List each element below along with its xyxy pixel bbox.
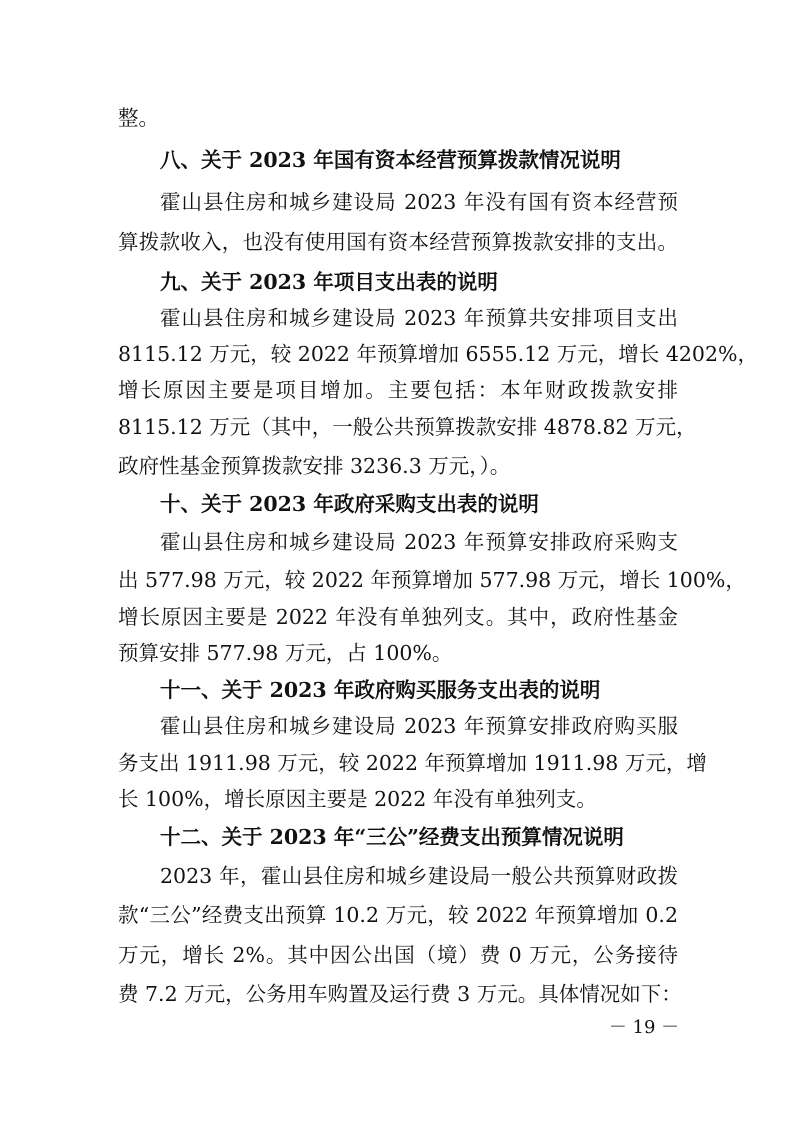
paragraph-line: 款“三公”经费支出预算 10.2 万元，较 2022 年预算增加 0.2 <box>118 903 678 927</box>
paragraph-line: 霍山县住房和城乡建设局 2023 年预算安排政府采购支 <box>160 530 678 554</box>
paragraph-line: 万元，增长 2%。其中因公出国（境）费 0 万元，公务接待 <box>118 943 678 967</box>
paragraph-line: 长 100%，增长原因主要是 2022 年没有单独列支。 <box>118 787 597 811</box>
paragraph-line: 政府性基金预算拨款安排 3236.3 万元，）。 <box>118 454 511 478</box>
page-number: － 19 － <box>608 1017 680 1038</box>
paragraph-line: 增长原因主要是 2022 年没有单独列支。其中，政府性基金 <box>118 605 678 629</box>
paragraph-line: 霍山县住房和城乡建设局 2023 年预算共安排项目支出 <box>160 306 678 330</box>
paragraph-line: 出 577.98 万元，较 2022 年预算增加 577.98 万元，增长 100%， <box>118 568 746 592</box>
section-heading-10: 十、关于 2023 年政府采购支出表的说明 <box>160 492 539 516</box>
paragraph-line: 2023 年，霍山县住房和城乡建设局一般公共预算财政拨 <box>160 864 678 888</box>
section-heading-11: 十一、关于 2023 年政府购买服务支出表的说明 <box>160 678 601 702</box>
section-heading-12: 十二、关于 2023 年“三公”经费支出预算情况说明 <box>160 825 624 849</box>
paragraph-line: 增长原因主要是项目增加。主要包括：本年财政拨款安排 <box>118 378 678 402</box>
paragraph-line: 8115.12 万元（其中，一般公共预算拨款安排 4878.82 万元， <box>118 415 697 439</box>
paragraph-line-end: 整。 <box>118 106 159 130</box>
paragraph-line: 预算安排 577.98 万元，占 100%。 <box>118 641 453 665</box>
section-heading-9: 九、关于 2023 年项目支出表的说明 <box>160 270 498 294</box>
paragraph-line: 费 7.2 万元，公务用车购置及运行费 3 万元。具体情况如下： <box>118 982 682 1006</box>
paragraph-line: 霍山县住房和城乡建设局 2023 年预算安排政府购买服 <box>160 714 678 738</box>
paragraph-line: 8115.12 万元，较 2022 年预算增加 6555.12 万元，增长 4202%， <box>118 342 758 366</box>
paragraph-line: 算拨款收入，也没有使用国有资本经营预算拨款安排的支出。 <box>118 230 678 254</box>
section-heading-8: 八、关于 2023 年国有资本经营预算拨款情况说明 <box>160 148 621 172</box>
paragraph-line: 务支出 1911.98 万元，较 2022 年预算增加 1911.98 万元，增 <box>118 751 707 775</box>
paragraph-line: 霍山县住房和城乡建设局 2023 年没有国有资本经营预 <box>160 190 678 214</box>
